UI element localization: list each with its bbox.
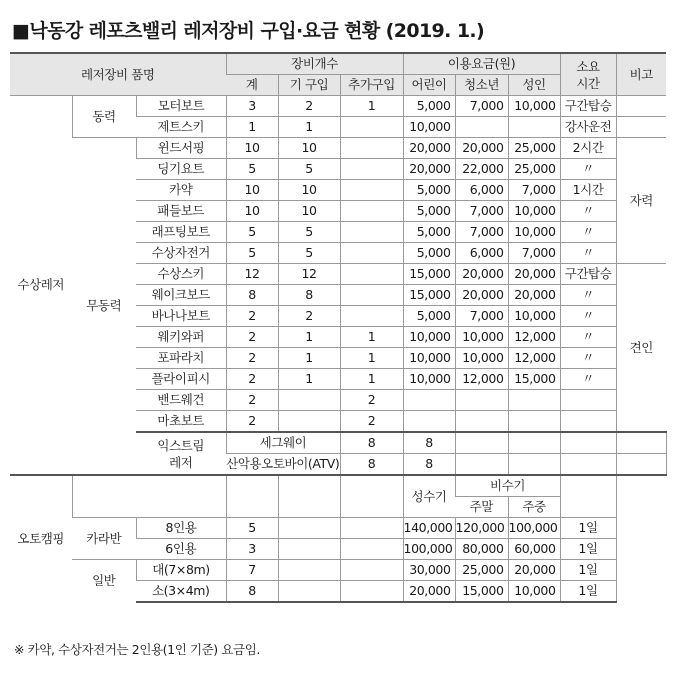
fee-child (508, 432, 560, 454)
added-count (340, 264, 403, 285)
fee-youth (455, 390, 508, 411)
table-row (10, 96, 666, 117)
table-row (10, 560, 666, 581)
fee-youth: 6,000 (455, 243, 508, 264)
note-towed: 견인 (616, 264, 666, 433)
fee-peak: 30,000 (403, 560, 455, 581)
fee-adult: 10,000 (508, 96, 560, 117)
table-row (10, 138, 666, 159)
header-fees: 이용요금(원) (403, 53, 560, 75)
fee-weekend: 25,000 (455, 560, 508, 581)
page-title: ■낙동강 레포츠밸리 레저장비 구입·요금 현황 (2019. 1.) (12, 20, 485, 42)
table-body (10, 96, 666, 603)
total-count: 2 (226, 306, 278, 327)
fee-child: 5,000 (403, 222, 455, 243)
existing-count: 2 (278, 306, 340, 327)
fee-child: 5,000 (403, 243, 455, 264)
total-count: 5 (226, 222, 278, 243)
fee-weekday: 10,000 (508, 581, 560, 603)
header-added: 추가구입 (340, 75, 403, 96)
blank-cell (340, 475, 403, 518)
item-name: 윈드서핑 (136, 138, 226, 159)
fee-adult: 25,000 (508, 138, 560, 159)
total-count: 8 (226, 581, 278, 603)
blank-cell (226, 475, 278, 518)
existing-count: 8 (403, 432, 455, 454)
fee-adult: 12,000 (508, 348, 560, 369)
fee-child: 5,000 (403, 96, 455, 117)
duration: 〃 (560, 243, 616, 264)
total-count: 1 (226, 117, 278, 138)
duration: 〃 (560, 348, 616, 369)
added-count (340, 581, 403, 603)
duration: 〃 (560, 159, 616, 180)
fee-child (403, 390, 455, 411)
note-cell (616, 475, 666, 602)
existing-count: 5 (278, 243, 340, 264)
fee-adult: 10,000 (508, 222, 560, 243)
fee-youth: 7,000 (455, 201, 508, 222)
existing-count: 10 (278, 180, 340, 201)
note-cell (616, 117, 666, 138)
blank-cell (278, 475, 340, 518)
item-name: 산악용오토바이(ATV) (226, 454, 340, 476)
duration: 〃 (560, 201, 616, 222)
fee-youth: 7,000 (455, 306, 508, 327)
group-extreme-leisure: 익스트림 레저 (136, 432, 226, 475)
fee-weekday: 20,000 (508, 560, 560, 581)
fee-youth: 20,000 (455, 138, 508, 159)
header-total: 계 (226, 75, 278, 96)
duration: 〃 (560, 369, 616, 390)
item-name: 세그웨이 (226, 432, 340, 454)
group-water-leisure: 수상레저 (10, 96, 72, 476)
duration: 1일 (560, 539, 616, 560)
header-child: 어린이 (403, 75, 455, 96)
group-non-powered: 무동력 (72, 138, 136, 476)
duration: 〃 (560, 327, 616, 348)
fee-youth (455, 117, 508, 138)
existing-count (278, 560, 340, 581)
total-count: 12 (226, 264, 278, 285)
camping-peak-header: 성수기 (403, 475, 455, 518)
fee-youth: 7,000 (455, 222, 508, 243)
item-name: 웨키와퍼 (136, 327, 226, 348)
total-count: 2 (226, 390, 278, 411)
fee-adult (508, 117, 560, 138)
item-name: 플라이피시 (136, 369, 226, 390)
added-count (340, 180, 403, 201)
total-count: 2 (226, 348, 278, 369)
added-count (340, 243, 403, 264)
duration (560, 390, 616, 411)
fee-adult: 10,000 (508, 201, 560, 222)
added-count (455, 454, 508, 476)
existing-count: 8 (403, 454, 455, 476)
fee-youth: 20,000 (455, 285, 508, 306)
added-count (340, 138, 403, 159)
item-name: 소(3×4m) (136, 581, 226, 603)
fee-adult (508, 390, 560, 411)
fee-youth: 10,000 (455, 327, 508, 348)
total-count: 5 (226, 243, 278, 264)
item-name: 6인용 (136, 539, 226, 560)
fee-weekend: 120,000 (455, 518, 508, 539)
header-equip-count: 장비개수 (226, 53, 403, 75)
fee-child: 20,000 (403, 159, 455, 180)
duration: 1일 (560, 560, 616, 581)
fee-weekend: 15,000 (455, 581, 508, 603)
total-count: 10 (226, 180, 278, 201)
fee-child: 5,000 (403, 180, 455, 201)
duration (560, 411, 616, 433)
added-count: 1 (340, 96, 403, 117)
fee-peak: 100,000 (403, 539, 455, 560)
item-name: 바나나보트 (136, 306, 226, 327)
item-name: 웨이크보드 (136, 285, 226, 306)
added-count (340, 285, 403, 306)
group-auto-camping: 오토캠핑 (10, 475, 72, 602)
camping-weekday-header: 주중 (508, 497, 560, 518)
total-count: 7 (226, 560, 278, 581)
total-count: 3 (226, 539, 278, 560)
table-row (10, 475, 666, 497)
duration: 강사운전 (560, 117, 616, 138)
added-count: 1 (340, 327, 403, 348)
total-count: 2 (226, 327, 278, 348)
group-general: 일반 (72, 560, 136, 603)
added-count: 1 (340, 348, 403, 369)
total-count: 8 (340, 432, 403, 454)
item-name: 8인용 (136, 518, 226, 539)
camping-offpeak-header: 비수기 (455, 475, 560, 497)
total-count: 3 (226, 96, 278, 117)
fee-adult: 20,000 (508, 264, 560, 285)
added-count (340, 539, 403, 560)
added-count (340, 306, 403, 327)
duration: 1일 (560, 518, 616, 539)
existing-count (278, 390, 340, 411)
added-count (340, 201, 403, 222)
item-name: 모터보트 (136, 96, 226, 117)
duration: 〃 (560, 285, 616, 306)
duration: 구간탑승 (560, 264, 616, 285)
table-header (10, 53, 666, 96)
existing-count: 2 (278, 96, 340, 117)
fee-child: 5,000 (403, 306, 455, 327)
total-count: 10 (226, 138, 278, 159)
fee-adult (616, 432, 666, 454)
fee-youth: 20,000 (455, 264, 508, 285)
total-count: 5 (226, 518, 278, 539)
item-name: 밴드웨건 (136, 390, 226, 411)
added-count (340, 159, 403, 180)
fee-peak: 140,000 (403, 518, 455, 539)
added-count (340, 560, 403, 581)
fee-youth: 12,000 (455, 369, 508, 390)
duration: 1시간 (560, 180, 616, 201)
fee-youth: 6,000 (455, 180, 508, 201)
item-name: 카약 (136, 180, 226, 201)
existing-count (278, 411, 340, 433)
fee-youth: 22,000 (455, 159, 508, 180)
header-duration: 소요 시간 (560, 53, 616, 96)
footnote: ※ 카약, 수상자전거는 2인용(1인 기준) 요금임. (14, 642, 260, 657)
fee-weekend: 80,000 (455, 539, 508, 560)
group-powered: 동력 (72, 96, 136, 138)
note-cell (616, 96, 666, 117)
added-count: 2 (340, 390, 403, 411)
fee-adult (508, 411, 560, 433)
fee-child: 20,000 (403, 138, 455, 159)
existing-count (278, 518, 340, 539)
item-name: 패들보드 (136, 201, 226, 222)
fee-child (508, 454, 560, 476)
blank-cell (72, 475, 226, 518)
total-count: 8 (226, 285, 278, 306)
fee-weekday: 100,000 (508, 518, 560, 539)
fee-child (403, 411, 455, 433)
existing-count: 5 (278, 159, 340, 180)
fee-child: 5,000 (403, 201, 455, 222)
fee-peak: 20,000 (403, 581, 455, 603)
total-count: 8 (340, 454, 403, 476)
existing-count: 1 (278, 117, 340, 138)
item-name: 포파라치 (136, 348, 226, 369)
existing-count (278, 581, 340, 603)
fee-youth (560, 454, 616, 476)
fee-child: 15,000 (403, 285, 455, 306)
fee-child: 10,000 (403, 348, 455, 369)
added-count: 1 (340, 369, 403, 390)
added-count (340, 222, 403, 243)
header-adult: 성인 (508, 75, 560, 96)
fee-youth (560, 432, 616, 454)
header-item: 레저장비 품명 (10, 53, 226, 96)
existing-count (278, 539, 340, 560)
total-count: 2 (226, 369, 278, 390)
fee-youth: 7,000 (455, 96, 508, 117)
item-name: 대(7×8m) (136, 560, 226, 581)
fee-weekday: 60,000 (508, 539, 560, 560)
fee-child: 10,000 (403, 327, 455, 348)
header-existing: 기 구입 (278, 75, 340, 96)
duration: 1일 (560, 581, 616, 603)
table-row (10, 518, 666, 539)
added-count (340, 518, 403, 539)
total-count: 2 (226, 411, 278, 433)
fee-child: 10,000 (403, 117, 455, 138)
item-name: 제트스키 (136, 117, 226, 138)
fee-adult: 7,000 (508, 243, 560, 264)
existing-count: 12 (278, 264, 340, 285)
fee-adult: 10,000 (508, 306, 560, 327)
fee-adult: 25,000 (508, 159, 560, 180)
added-count (340, 117, 403, 138)
header-note: 비고 (616, 53, 666, 96)
duration: 2시간 (560, 138, 616, 159)
item-name: 마초보트 (136, 411, 226, 433)
duration: 〃 (560, 222, 616, 243)
fee-child: 10,000 (403, 369, 455, 390)
item-name: 딩기요트 (136, 159, 226, 180)
fee-youth: 10,000 (455, 348, 508, 369)
existing-count: 8 (278, 285, 340, 306)
existing-count: 10 (278, 201, 340, 222)
note-self-propelled: 자력 (616, 138, 666, 264)
fee-child: 15,000 (403, 264, 455, 285)
added-count (455, 432, 508, 454)
item-name: 수상스키 (136, 264, 226, 285)
existing-count: 10 (278, 138, 340, 159)
total-count: 5 (226, 159, 278, 180)
existing-count: 1 (278, 327, 340, 348)
duration: 구간탑승 (560, 96, 616, 117)
fee-adult (616, 454, 666, 476)
blank-cell (560, 475, 616, 518)
header-youth: 청소년 (455, 75, 508, 96)
fee-adult: 7,000 (508, 180, 560, 201)
fee-adult: 12,000 (508, 327, 560, 348)
fee-adult: 15,000 (508, 369, 560, 390)
camping-weekend-header: 주말 (455, 497, 508, 518)
existing-count: 1 (278, 369, 340, 390)
fee-adult: 20,000 (508, 285, 560, 306)
group-caravan: 카라반 (72, 518, 136, 560)
existing-count: 5 (278, 222, 340, 243)
total-count: 10 (226, 201, 278, 222)
fee-youth (455, 411, 508, 433)
duration: 〃 (560, 306, 616, 327)
existing-count: 1 (278, 348, 340, 369)
item-name: 수상자전거 (136, 243, 226, 264)
added-count: 2 (340, 411, 403, 433)
item-name: 래프팅보트 (136, 222, 226, 243)
equipment-fee-table (10, 52, 666, 603)
